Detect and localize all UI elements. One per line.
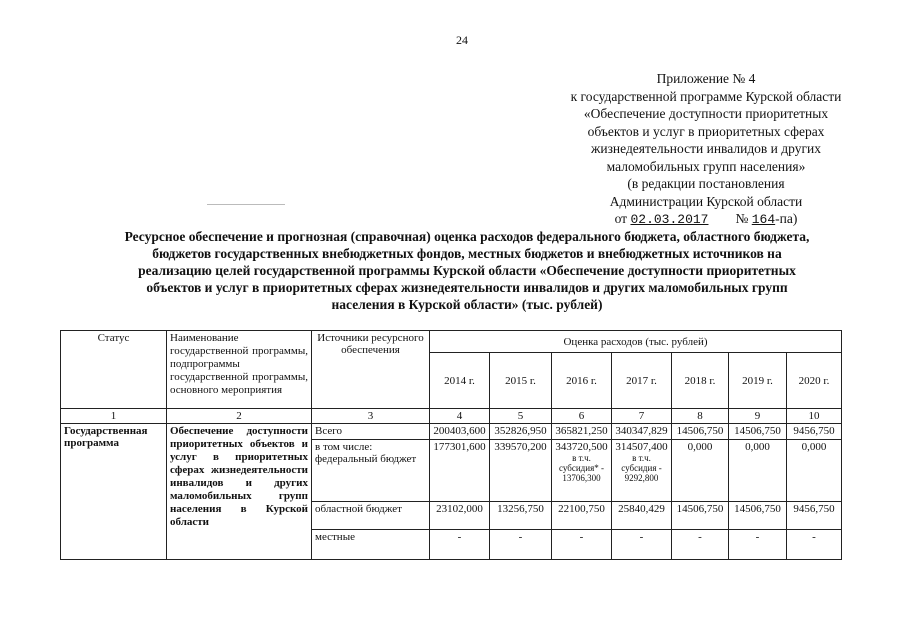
column-number: 2 [167, 409, 312, 424]
column-number: 10 [787, 409, 842, 424]
status-cell: Государственная программа [61, 424, 167, 560]
revision-line: (в редакции постановления [627, 176, 785, 191]
value-cell: 200403,600 [430, 424, 490, 440]
revision-date: 02.03.2017 [630, 212, 709, 227]
value-cell: 13256,750 [490, 502, 552, 530]
header-estimate: Оценка расходов (тыс. рублей) [430, 331, 842, 353]
value-cell: 9456,750 [787, 424, 842, 440]
value-cell-with-note [552, 440, 612, 502]
appendix-line: маломобильных групп населения» [606, 158, 806, 174]
value-cell: 22100,750 [552, 502, 612, 530]
value: 343720,500 [555, 441, 608, 453]
column-number: 6 [552, 409, 612, 424]
header-sources: Источники ресурсного обеспечения [312, 331, 430, 409]
header-year: 2016 г. [552, 353, 612, 409]
column-number: 8 [672, 409, 729, 424]
value-cell: - [787, 530, 842, 560]
revision-line: Администрации Курской области [609, 193, 803, 209]
value-cell: 25840,429 [612, 502, 672, 530]
value-cell: 352826,950 [490, 424, 552, 440]
value-cell: - [729, 530, 787, 560]
value-cell: 177301,600 [430, 440, 490, 502]
header-year: 2015 г. [490, 353, 552, 409]
title-line: Ресурсное обеспечение и прогнозная (справочная) оценка расходов федерального бюджета, областного бюджета, [124, 229, 810, 244]
title-line: бюджетов государственных внебюджетных фондов, местных бюджетов и внебюджетных источников на [152, 246, 782, 261]
title-line: населения в Курской области» (тыс. рублей) [331, 297, 603, 312]
value-cell: 14506,750 [729, 424, 787, 440]
appendix-line: «Обеспечение доступности приоритетных [583, 106, 829, 121]
date-prefix: от [614, 211, 628, 226]
value-cell: - [612, 530, 672, 560]
value-cell: 0,000 [787, 440, 842, 502]
number-suffix: -па) [775, 211, 798, 226]
column-number-row [61, 409, 842, 424]
source-cell: областной бюджет [312, 502, 430, 530]
faint-divider [207, 204, 285, 205]
value-cell: - [430, 530, 490, 560]
value-cell: 0,000 [672, 440, 729, 502]
value-cell: 14506,750 [672, 502, 729, 530]
header-status: Статус [61, 331, 167, 409]
subsidy-note: в т.ч. субсидия* - 13706,300 [559, 453, 604, 483]
value-cell-with-note [612, 440, 672, 502]
document-title [72, 228, 862, 313]
header-year: 2019 г. [729, 353, 787, 409]
value-cell: 23102,000 [430, 502, 490, 530]
value-cell: 339570,200 [490, 440, 552, 502]
header-name: Наименование государственной программы, подпрограммы государственной программы, основного мероприятия [167, 331, 312, 409]
value-cell: 365821,250 [552, 424, 612, 440]
header-year: 2017 г. [612, 353, 672, 409]
value-cell: 340347,829 [612, 424, 672, 440]
number-prefix: № [735, 211, 749, 226]
source-cell: в том числе: федеральный бюджет [312, 440, 430, 502]
column-number: 9 [729, 409, 787, 424]
column-number: 4 [430, 409, 490, 424]
header-year: 2020 г. [787, 353, 842, 409]
appendix-title: Приложение № 4 [656, 71, 756, 86]
appendix-line: жизнедеятельности инвалидов и других [591, 141, 821, 156]
title-line: объектов и услуг в приоритетных сферах жизнедеятельности инвалидов и других маломобильных групп [146, 280, 788, 295]
value: 314507,400 [615, 441, 668, 453]
column-number: 7 [612, 409, 672, 424]
column-number: 5 [490, 409, 552, 424]
program-name-cell: Обеспечение доступности приоритетных объектов и услуг в приоритетных сферах жизнедеятельности инвалидов и других маломобильных групп населения в Курской области [167, 424, 312, 560]
column-number: 3 [312, 409, 430, 424]
revision-number: 164 [751, 212, 776, 227]
value-cell: 0,000 [729, 440, 787, 502]
value-cell: 14506,750 [672, 424, 729, 440]
source-cell: местные [312, 530, 430, 560]
value-cell: - [552, 530, 612, 560]
revision-date-line [520, 210, 892, 229]
header-year: 2018 г. [672, 353, 729, 409]
table-row [61, 424, 842, 440]
title-line: реализацию целей государственной программы Курской области «Обеспечение доступности приоритетных [138, 263, 796, 278]
appendix-line: к государственной программе Курской области [570, 88, 842, 104]
page-number: 24 [456, 33, 468, 47]
value-cell: 9456,750 [787, 502, 842, 530]
header-year: 2014 г. [430, 353, 490, 409]
resource-table [60, 330, 842, 560]
value-cell: - [490, 530, 552, 560]
subsidy-note: в т.ч. субсидия - 9292,800 [621, 453, 662, 483]
value-cell: - [672, 530, 729, 560]
appendix-block [520, 70, 892, 229]
value-cell: 14506,750 [729, 502, 787, 530]
source-cell: Всего [312, 424, 430, 440]
column-number: 1 [61, 409, 167, 424]
appendix-line: объектов и услуг в приоритетных сферах [587, 123, 825, 139]
